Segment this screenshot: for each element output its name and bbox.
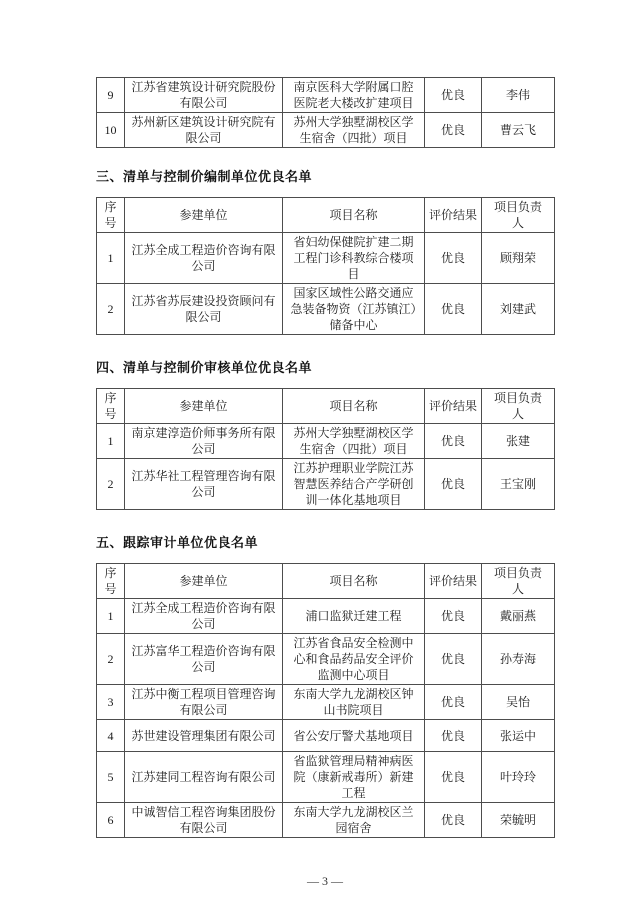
row-no-cell: 2 [97,459,125,510]
result-cell: 优良 [425,78,482,113]
section4-table [96,388,555,510]
row-no-cell: 5 [97,752,125,803]
table-row [97,599,555,634]
header-leader: 项目负责人 [482,198,555,233]
table-header-row [97,389,555,424]
project-cell: 东南大学九龙湖校区兰园宿舍 [283,803,425,838]
project-cell: 东南大学九龙湖校区钟山书院项目 [283,685,425,720]
project-cell: 国家区域性公路交通应急装备物资（江苏镇江）储备中心 [283,284,425,335]
table-row [97,284,555,335]
row-no-cell: 2 [97,634,125,685]
result-cell: 优良 [425,233,482,284]
unit-cell: 南京建淳造价师事务所有限公司 [125,424,283,459]
result-cell: 优良 [425,284,482,335]
leader-cell: 曹云飞 [482,113,555,148]
table-row [97,720,555,752]
unit-cell: 苏州新区建筑设计研究院有限公司 [125,113,283,148]
result-cell: 优良 [425,685,482,720]
header-unit: 参建单位 [125,389,283,424]
result-cell: 优良 [425,803,482,838]
unit-cell: 江苏全成工程造价咨询有限公司 [125,599,283,634]
section-title-4: 四、清单与控制价审核单位优良名单 [96,360,313,375]
header-result: 评价结果 [425,564,482,599]
unit-cell: 江苏华社工程管理咨询有限公司 [125,459,283,510]
unit-cell: 江苏富华工程造价咨询有限公司 [125,634,283,685]
leader-cell: 叶玲玲 [482,752,555,803]
project-cell: 省监狱管理局精神病医院（康新戒毒所）新建工程 [283,752,425,803]
row-no-cell: 6 [97,803,125,838]
project-cell: 苏州大学独墅湖校区学生宿舍（四批）项目 [283,424,425,459]
section3-table [96,197,555,335]
result-cell: 优良 [425,459,482,510]
project-cell: 苏州大学独墅湖校区学生宿舍（四批）项目 [283,113,425,148]
table-row [97,634,555,685]
table-row [97,459,555,510]
row-no-cell: 4 [97,720,125,752]
leader-cell: 刘建武 [482,284,555,335]
row-no-cell: 10 [97,113,125,148]
project-cell: 省公安厅警犬基地项目 [283,720,425,752]
row-no-cell: 9 [97,78,125,113]
header-no: 序号 [97,198,125,233]
unit-cell: 江苏省苏辰建设投资顾问有限公司 [125,284,283,335]
header-project: 项目名称 [283,564,425,599]
unit-cell: 江苏建同工程咨询有限公司 [125,752,283,803]
header-leader: 项目负责人 [482,564,555,599]
table-row [97,113,555,148]
result-cell: 优良 [425,113,482,148]
section-title-5: 五、跟踪审计单位优良名单 [96,535,259,550]
project-cell: 浦口监狱迁建工程 [283,599,425,634]
header-unit: 参建单位 [125,198,283,233]
leader-cell: 张建 [482,424,555,459]
table-row [97,752,555,803]
table-row [97,803,555,838]
row-no-cell: 1 [97,424,125,459]
table-row [97,233,555,284]
row-no-cell: 3 [97,685,125,720]
table-header-row [97,564,555,599]
leader-cell: 孙寿海 [482,634,555,685]
row-no-cell: 1 [97,599,125,634]
project-cell: 江苏护理职业学院江苏智慧医养结合产学研创训一体化基地项目 [283,459,425,510]
unit-cell: 苏世建设管理集团有限公司 [125,720,283,752]
project-cell: 省妇幼保健院扩建二期工程门诊科教综合楼项目 [283,233,425,284]
row-no-cell: 2 [97,284,125,335]
leader-cell: 吴怡 [482,685,555,720]
row-no-cell: 1 [97,233,125,284]
result-cell: 优良 [425,720,482,752]
project-cell: 江苏省食品安全检测中心和食品药品安全评价监测中心项目 [283,634,425,685]
top-table [96,77,555,148]
project-cell: 南京医科大学附属口腔医院老大楼改扩建项目 [283,78,425,113]
result-cell: 优良 [425,752,482,803]
leader-cell: 戴丽燕 [482,599,555,634]
header-leader: 项目负责人 [482,389,555,424]
unit-cell: 江苏全成工程造价咨询有限公司 [125,233,283,284]
unit-cell: 江苏中衡工程项目管理咨询有限公司 [125,685,283,720]
header-project: 项目名称 [283,389,425,424]
section-title-3: 三、清单与控制价编制单位优良名单 [96,169,313,184]
unit-cell: 江苏省建筑设计研究院股份有限公司 [125,78,283,113]
leader-cell: 王宝刚 [482,459,555,510]
leader-cell: 荣毓明 [482,803,555,838]
header-project: 项目名称 [283,198,425,233]
page-number: — 3 — [307,874,343,888]
table-row [97,424,555,459]
table-row [97,78,555,113]
header-unit: 参建单位 [125,564,283,599]
header-result: 评价结果 [425,198,482,233]
header-no: 序号 [97,389,125,424]
result-cell: 优良 [425,424,482,459]
header-no: 序号 [97,564,125,599]
leader-cell: 顾翔荣 [482,233,555,284]
leader-cell: 张运中 [482,720,555,752]
table-header-row [97,198,555,233]
section5-table [96,563,555,838]
header-result: 评价结果 [425,389,482,424]
unit-cell: 中诚智信工程咨询集团股份有限公司 [125,803,283,838]
table-row [97,685,555,720]
result-cell: 优良 [425,599,482,634]
leader-cell: 李伟 [482,78,555,113]
result-cell: 优良 [425,634,482,685]
document-page [96,0,554,889]
